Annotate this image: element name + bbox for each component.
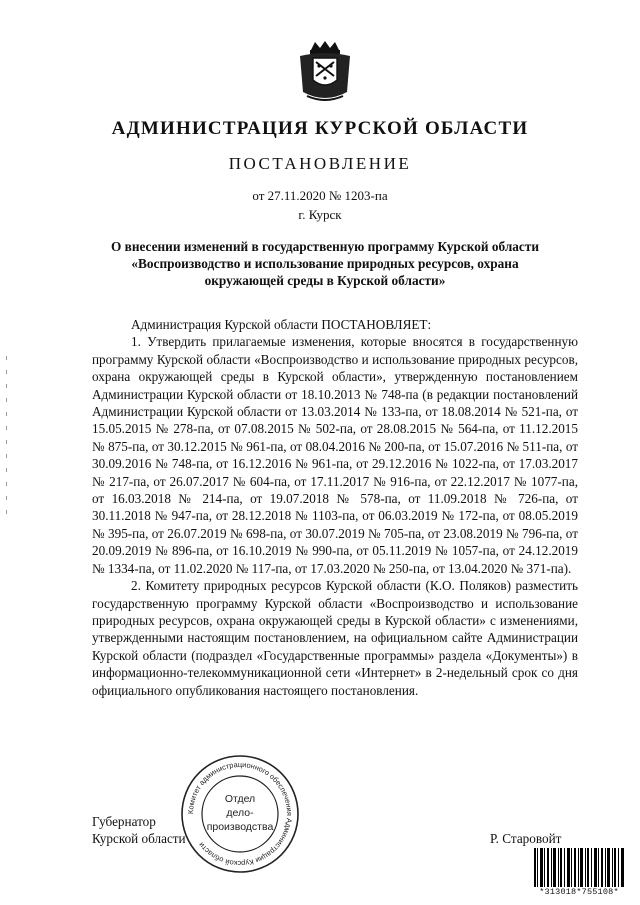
document-subject: О внесении изменений в государственную программу Курской области «Воспроизводство и использование природных ресурсов, охрана окружающей среды в Курской области»	[110, 239, 540, 288]
resolution-item-2: 2. Комитету природных ресурсов Курской области (К.О. Поляков) разместить государственную программу Курской области «Воспроизводство и использование природных ресурсов, охрана окружающей среды в Курской области» с изменениями, утвержденными настоящим постановлением, на официальном сайте Администрации Курской области (подраздел «Государственные программы» раздела «Документы») в информационно-телекоммуникационной сети «Интернет» в 2-недельный срок со дня официального опубликования настоящего постановления.	[92, 578, 578, 698]
organization-title: АДМИНИСТРАЦИЯ КУРСКОЙ ОБЛАСТИ	[111, 118, 529, 139]
city: г. Курск	[298, 207, 342, 222]
office-stamp	[178, 752, 302, 876]
signatory-name: Р. Старовойт	[490, 831, 562, 846]
document-number: от 27.11.2020 № 1203-па	[252, 188, 388, 203]
kursk-coat-of-arms-icon	[297, 40, 353, 104]
document-body	[92, 316, 578, 699]
margin-marks	[4, 356, 10, 516]
signatory-position	[92, 813, 186, 847]
stamp-line-2: дело-	[226, 807, 254, 819]
stamp-line-3: производства	[206, 821, 274, 833]
signatory-position-line2: Курской области	[92, 831, 186, 846]
resolution-item-1: 1. Утвердить прилагаемые изменения, которые вносятся в государственную программу Курской области «Воспроизводство и использование природных ресурсов, охрана окружающей среды в Курской области», утвержденную постановлением Администрации Курской области от 18.10.2013 № 748-па (в редакции постановлений Администрации Курской области от 13.03.2014 № 133-па, от 18.08.2014 № 521-па, от 15.05.2015 № 278-па, от 07.08.2015 № 502-па, от 28.08.2015 № 564-па, от 11.12.2015 № 875-па, от 30.12.2015 № 961-па, от 08.04.2016 № 200-па, от 15.07.2016 № 511-па, от 30.09.2016 № 748-па, от 16.12.2016 № 961-па, от 29.12.2016 № 1022-па, от 17.03.2017 № 217-па, от 26.07.2017 № 604-па, от 17.11.2017 № 916-па, от 22.12.2017 № 1077-па, от 16.03.2018 № 214-па, от 19.07.2018 № 578-па, от 11.09.2018 № 726-па, от 30.11.2018 № 947-па, от 28.12.2018 № 1103-па, от 06.03.2019 № 172-па, от 08.05.2019 № 395-па, от 26.07.2019 № 698-па, от 30.07.2019 № 705-па, от 23.08.2019 № 796-па, от 20.09.2019 № 896-па, от 16.10.2019 № 990-па, от 05.11.2019 № 1057-па, от 24.12.2019 № 1334-па, от 11.02.2020 № 117-па, от 17.03.2020 № 250-па, от 13.04.2020 № 371-па).	[92, 334, 578, 576]
barcode-digits: *313018*755108*	[534, 887, 624, 897]
resolution-intro: Администрация Курской области ПОСТАНОВЛЯЕТ:	[131, 317, 432, 332]
signatory-position-line1: Губернатор	[92, 814, 156, 829]
stamp-ring-text: Комитет администрационного обеспечения Администрации Курской области	[185, 759, 295, 869]
stamp-line-1: Отдел	[224, 793, 256, 805]
document-type: ПОСТАНОВЛЕНИЕ	[228, 154, 412, 173]
